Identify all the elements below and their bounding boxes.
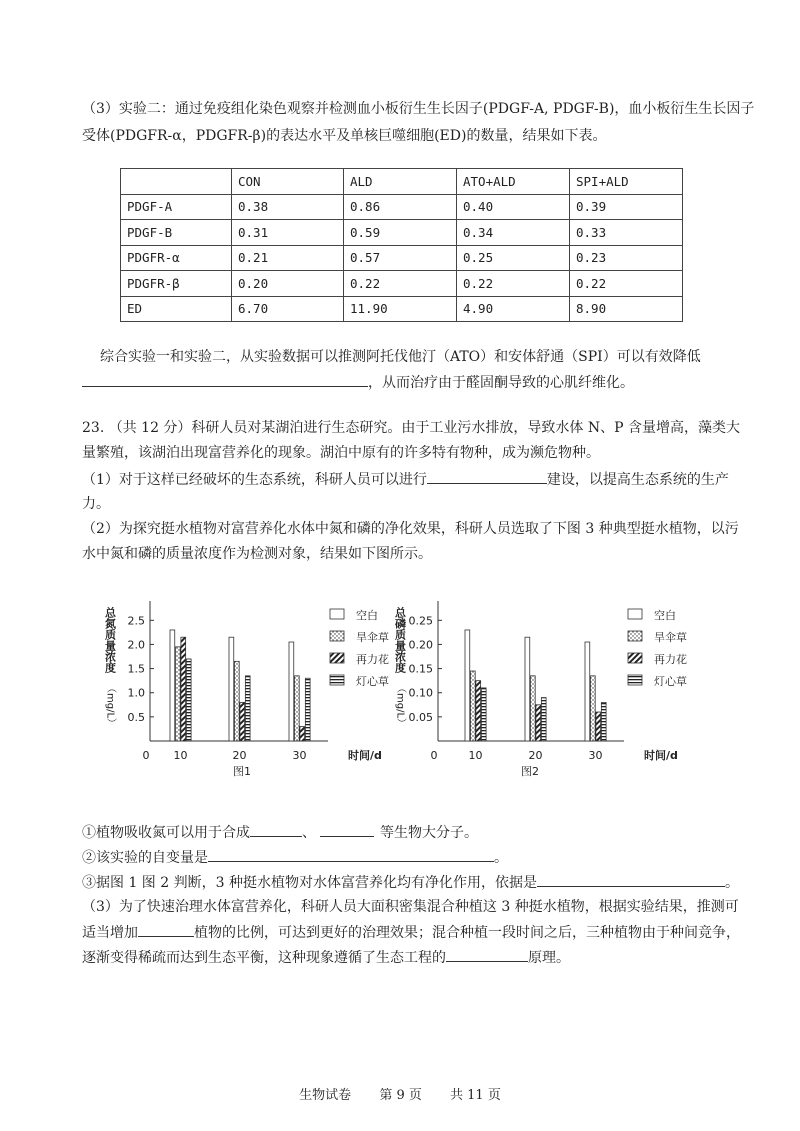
x-tick-label: 10 xyxy=(173,749,188,762)
table-cell: 0.22 xyxy=(457,271,570,297)
legend-swatch xyxy=(628,675,642,685)
subq-2: ②该实验的自变量是 。 xyxy=(82,847,508,868)
table-cell: 0.23 xyxy=(570,245,683,271)
table-cell: 0.34 xyxy=(457,220,570,246)
bar-空白 xyxy=(465,630,470,741)
table-cell: PDGF-A xyxy=(121,194,232,220)
exp2-line1: （3）实验二：通过免疫组化染色观察并检测血小板衍生生长因子(PDGF-A, PDGF-B)，血小板衍生生长因子 xyxy=(82,101,755,117)
table-cell: PDGFR-β xyxy=(121,271,232,297)
legend-label: 再力花 xyxy=(654,653,687,666)
legend-swatch xyxy=(330,609,344,619)
q23-p1c: 力。 xyxy=(82,496,110,512)
table-cell: 0.57 xyxy=(344,245,457,271)
answer-blank[interactable] xyxy=(320,822,374,837)
y-tick-label: 1.5 xyxy=(127,662,145,676)
results-table xyxy=(120,168,683,322)
table-cell: 8.90 xyxy=(570,296,683,322)
bar-再力花 xyxy=(536,705,541,741)
table-cell: 0.21 xyxy=(232,245,344,271)
subq-3: ③据图 1 图 2 判断，3 种挺水植物对水体富营养化均有净化作用，依据是 。 xyxy=(82,872,739,893)
bar-灯心草 xyxy=(186,659,191,741)
table-cell: 4.90 xyxy=(457,296,570,322)
legend-swatch xyxy=(330,675,344,685)
legend-label: 旱伞草 xyxy=(356,631,389,644)
x-origin-label: 0 xyxy=(142,749,150,762)
bar-灯心草 xyxy=(305,678,310,741)
table-cell xyxy=(121,169,232,195)
y-tick-label: 0.05 xyxy=(408,710,433,724)
q23-p2a: （2）为探究挺水植物对富营养化水体中氮和磷的净化效果，科研人员选取了下图 3 种典型挺水植物，以污 xyxy=(82,521,739,537)
chart-title: 图1 xyxy=(233,765,251,778)
bar-再力花 xyxy=(240,702,245,741)
subq-p3b: 适当增加 植物的比例，可达到更好的治理效果；混合种植一段时间之后，三种植物由于种间竞争， xyxy=(82,922,740,943)
table-cell: 0.39 xyxy=(570,194,683,220)
table-cell: 0.31 xyxy=(232,220,344,246)
x-axis-label: 时间/d xyxy=(348,749,382,762)
table-cell: 0.59 xyxy=(344,220,457,246)
q23-intro1: 23. （共 12 分）科研人员对某湖泊进行生态研究。由于工业污水排放，导致水体 N、P 含量增高，藻类大 xyxy=(82,420,740,436)
answer-blank[interactable] xyxy=(427,469,547,484)
table-cell: ALD xyxy=(344,169,457,195)
q23-p1: （1）对于这样已经破坏的生态系统，科研人员可以进行 建设，以提高生态系统的生产 xyxy=(82,469,729,490)
figures xyxy=(0,595,800,795)
y-tick-label: 2.5 xyxy=(127,614,145,628)
legend-swatch xyxy=(628,609,642,619)
table-cell: 0.38 xyxy=(232,194,344,220)
table-row xyxy=(121,296,683,322)
y-tick-label: 0.25 xyxy=(408,614,433,628)
table-cell: SPI+ALD xyxy=(570,169,683,195)
exp2-line2: 受体(PDGFR-α，PDGFR-β)的表达水平及单核巨噬细胞(ED)的数量，结果如下表。 xyxy=(82,128,607,144)
bar-灯心草 xyxy=(541,698,546,741)
x-tick-label: 30 xyxy=(588,749,603,762)
bar-旱伞草 xyxy=(590,676,595,741)
bar-再力花 xyxy=(181,637,186,741)
legend-label: 空白 xyxy=(654,609,676,622)
table-cell: 0.20 xyxy=(232,271,344,297)
table-cell: PDGFR-α xyxy=(121,245,232,271)
y-axis-unit: （mg/L） xyxy=(394,683,406,729)
table-row xyxy=(121,245,683,271)
legend-label: 灯心草 xyxy=(654,675,687,688)
summary-line2: ，从而治疗由于醛固酮导致的心肌纤维化。 xyxy=(82,372,634,393)
summary-line1: 综合实验一和实验二，从实验数据可以推测阿托伐他汀（ATO）和安体舒通（SPI）可以有效降低 xyxy=(100,349,701,365)
legend-swatch xyxy=(330,631,344,641)
legend-swatch xyxy=(628,653,642,663)
bar-旱伞草 xyxy=(530,676,535,741)
answer-blank[interactable] xyxy=(208,847,494,862)
bar-再力花 xyxy=(596,712,601,741)
bar-灯心草 xyxy=(601,702,606,741)
table-cell: 0.33 xyxy=(570,220,683,246)
legend-label: 再力花 xyxy=(356,653,389,666)
table-row xyxy=(121,220,683,246)
table-row xyxy=(121,271,683,297)
bar-旱伞草 xyxy=(470,671,475,741)
x-tick-label: 20 xyxy=(528,749,543,762)
q23-p2b: 水中氮和磷的质量浓度作为检测对象，结果如下图所示。 xyxy=(82,546,432,562)
x-tick-label: 10 xyxy=(468,749,483,762)
x-tick-label: 20 xyxy=(232,749,247,762)
table-cell: 0.22 xyxy=(344,271,457,297)
legend-label: 旱伞草 xyxy=(654,631,687,644)
chart-title: 图2 xyxy=(521,765,539,778)
bar-旱伞草 xyxy=(175,647,180,741)
footer-page: 第 9 页 xyxy=(379,1088,422,1103)
y-tick-label: 0.10 xyxy=(408,686,433,700)
table-row xyxy=(121,194,683,220)
y-tick-label: 0.15 xyxy=(408,662,433,676)
table-cell: PDGF-B xyxy=(121,220,232,246)
y-axis-unit: （mg/L） xyxy=(104,683,116,729)
bar-灯心草 xyxy=(245,676,250,741)
subq-p3d: 逐渐变得稀疏而达到生态平衡，这种现象遵循了生态工程的 原理。 xyxy=(82,947,570,968)
y-tick-label: 2.0 xyxy=(127,638,145,652)
legend-label: 空白 xyxy=(356,609,378,622)
bar-再力花 xyxy=(476,681,481,741)
table-cell: ATO+ALD xyxy=(457,169,570,195)
bar-空白 xyxy=(525,637,530,741)
answer-blank[interactable] xyxy=(250,822,302,837)
bar-空白 xyxy=(170,630,175,741)
y-tick-label: 0.20 xyxy=(408,638,433,652)
answer-blank[interactable] xyxy=(138,922,194,937)
table-header-row xyxy=(121,169,683,195)
bar-灯心草 xyxy=(481,688,486,741)
footer-total: 共 11 页 xyxy=(450,1088,501,1103)
answer-blank[interactable] xyxy=(537,872,725,887)
legend-swatch xyxy=(330,653,344,663)
bar-空白 xyxy=(289,642,294,741)
legend-label: 灯心草 xyxy=(356,675,389,688)
y-tick-label: 1.0 xyxy=(127,686,145,700)
subq-1: ①植物吸收氮可以用于合成 、 等生物大分子。 xyxy=(82,822,478,843)
table-cell: 6.70 xyxy=(232,296,344,322)
y-tick-label: 0.5 xyxy=(127,710,145,724)
x-axis-label: 时间/d xyxy=(644,749,678,762)
legend-swatch xyxy=(628,631,642,641)
bar-旱伞草 xyxy=(294,676,299,741)
y-axis-label: 总氮质量浓度 xyxy=(103,607,117,673)
table-cell: 0.25 xyxy=(457,245,570,271)
q23-intro2: 量繁殖，该湖泊出现富营养化的现象。湖泊中原有的许多特有物种，成为濒危物种。 xyxy=(82,445,600,461)
footer-subject: 生物试卷 xyxy=(299,1088,352,1103)
bar-再力花 xyxy=(300,727,305,741)
table-cell: 0.40 xyxy=(457,194,570,220)
answer-blank[interactable] xyxy=(446,947,528,962)
bar-空白 xyxy=(585,642,590,741)
table-cell: 11.90 xyxy=(344,296,457,322)
bar-空白 xyxy=(229,637,234,741)
bar-旱伞草 xyxy=(234,661,239,741)
page-footer xyxy=(0,1084,800,1103)
table-cell: 0.86 xyxy=(344,194,457,220)
table-cell: ED xyxy=(121,296,232,322)
x-origin-label: 0 xyxy=(430,749,438,762)
y-axis-label: 总磷质量浓度 xyxy=(393,607,407,673)
table-cell: 0.22 xyxy=(570,271,683,297)
x-tick-label: 30 xyxy=(292,749,307,762)
table-cell: CON xyxy=(232,169,344,195)
subq-p3a: （3）为了快速治理水体富营养化，科研人员大面积密集混合种植这 3 种挺水植物，根据实验结果，推测可 xyxy=(82,899,739,915)
answer-blank[interactable] xyxy=(82,372,368,387)
